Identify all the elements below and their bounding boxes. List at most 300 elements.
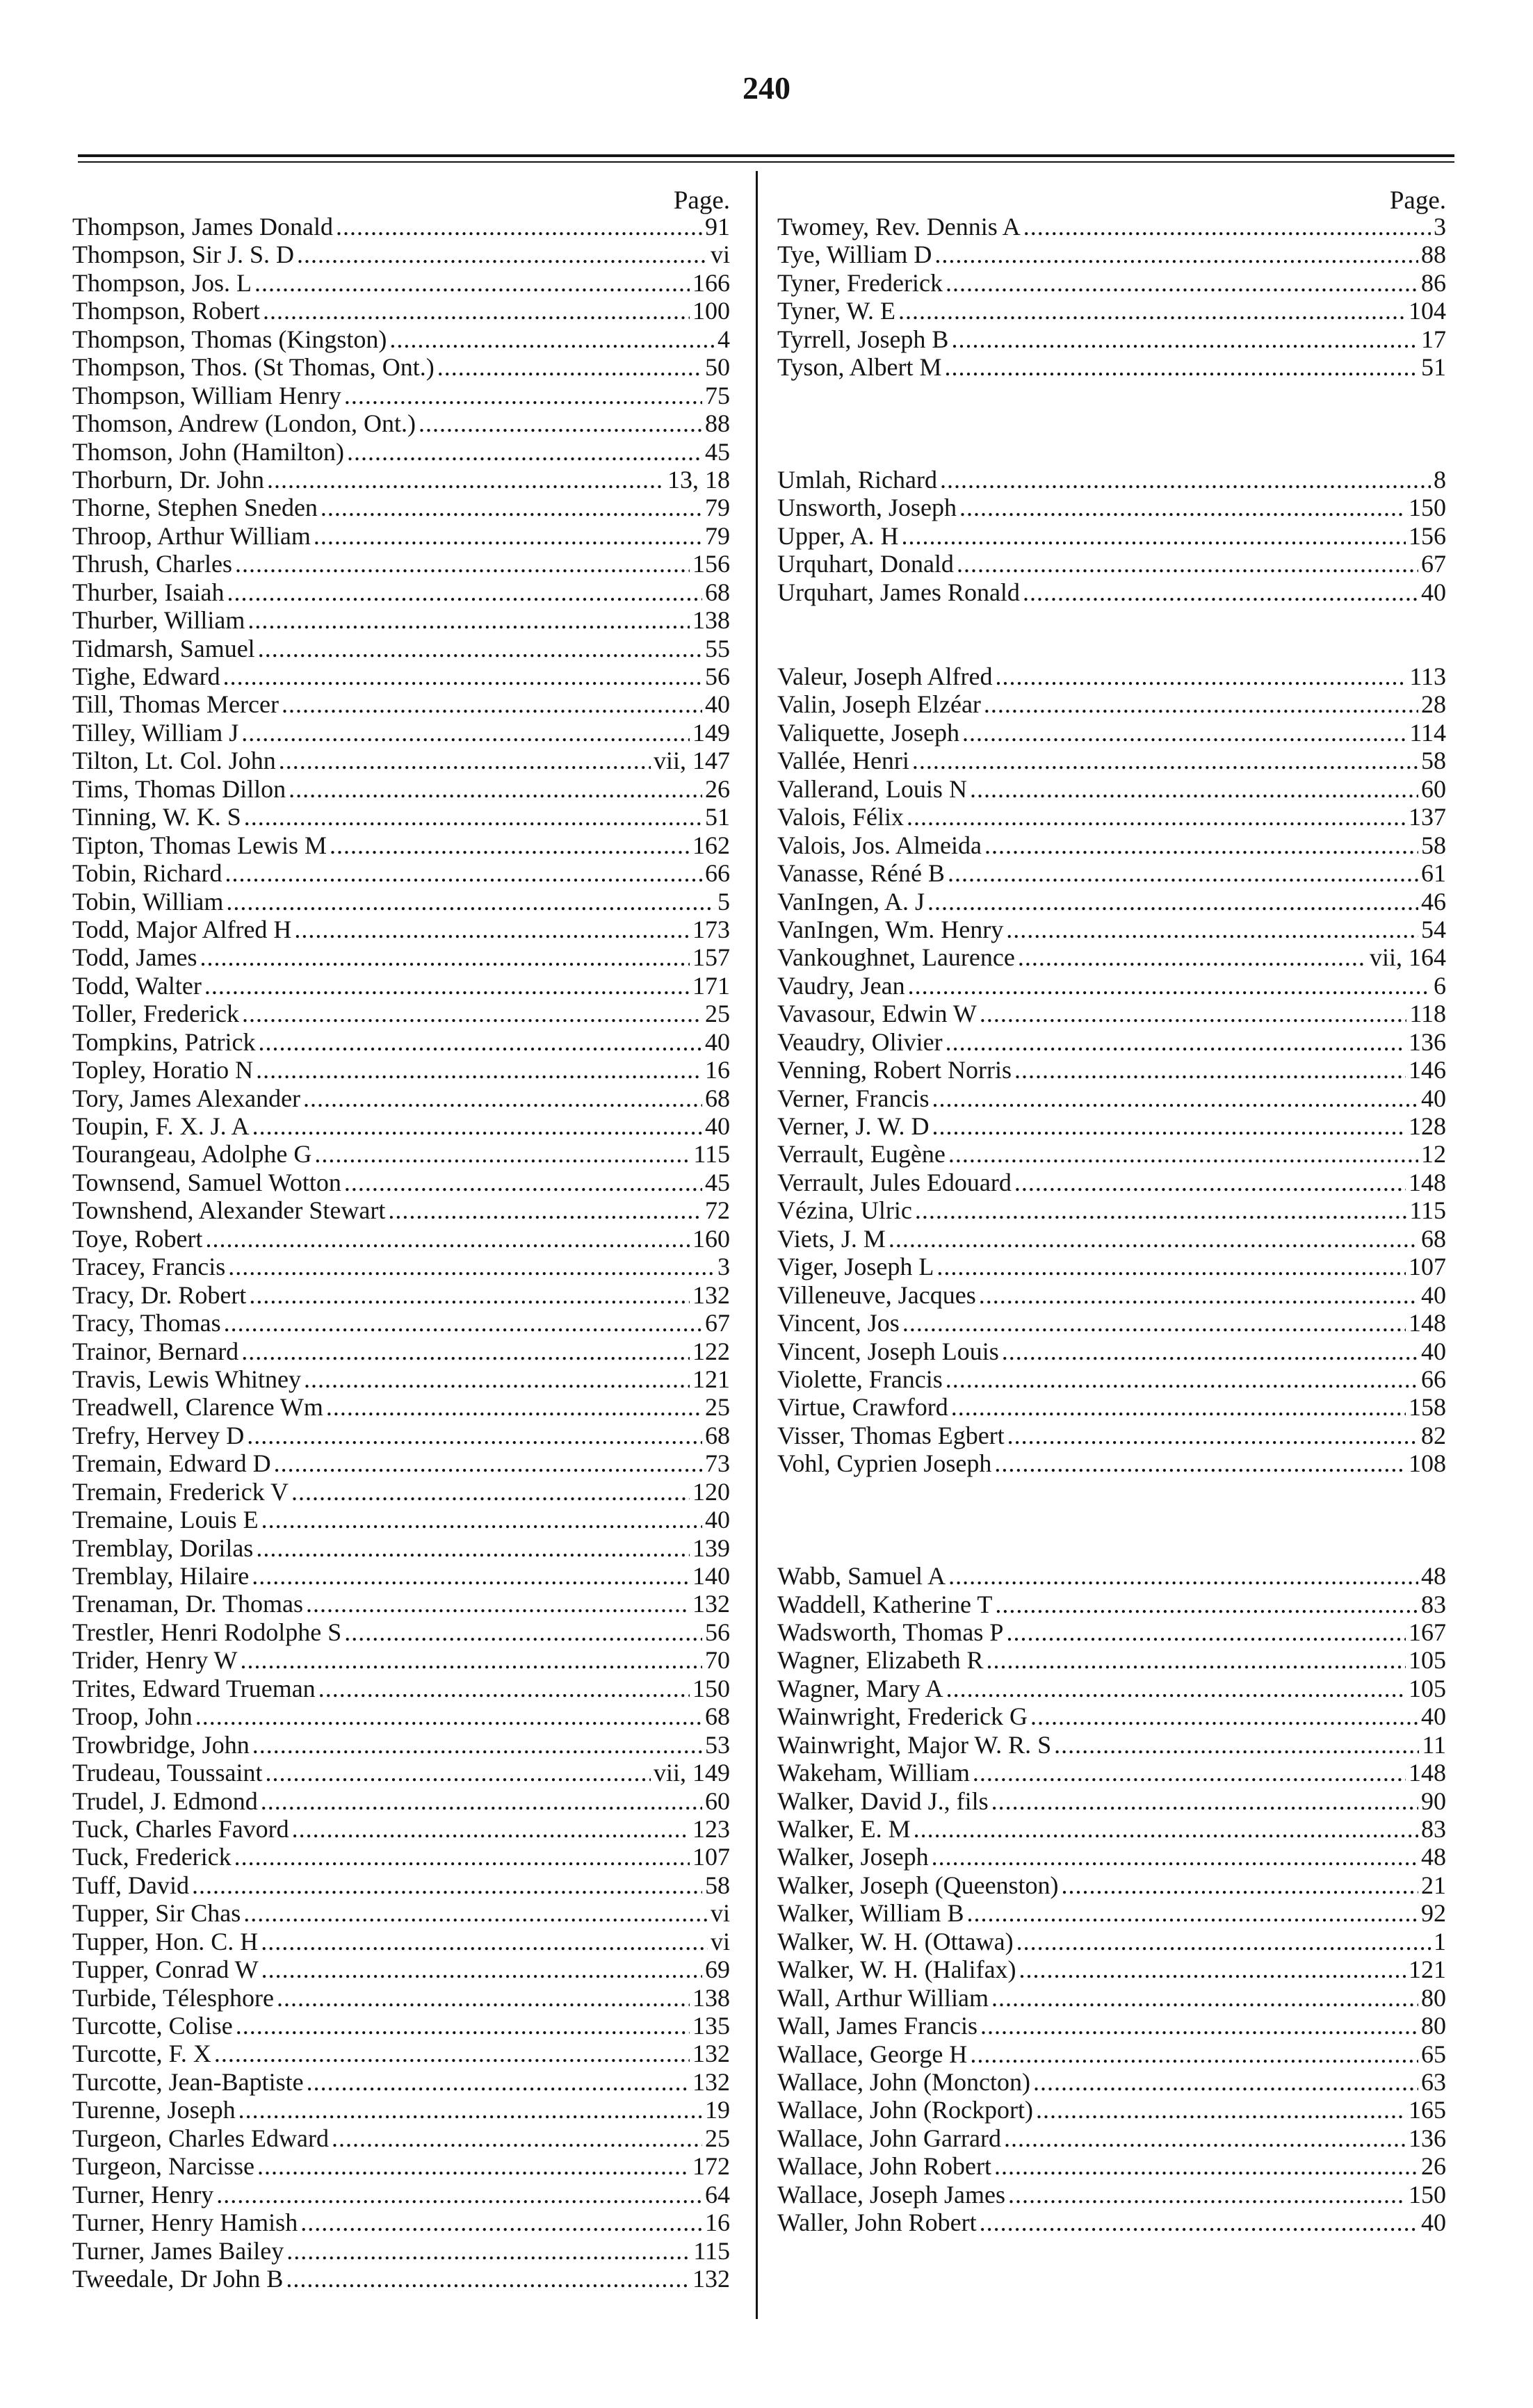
- entry-page: 80: [1421, 2012, 1446, 2040]
- index-entry: [777, 1084, 1446, 1112]
- dot-leader: [235, 550, 690, 578]
- dot-leader: [1023, 213, 1431, 241]
- entry-page: 118: [1409, 1000, 1446, 1028]
- entry-page: 26: [1421, 2152, 1446, 2181]
- index-entry: [777, 353, 1446, 381]
- entry-page: 69: [705, 1955, 730, 1984]
- dot-leader: [330, 831, 690, 859]
- entry-name: Waller, John Robert: [777, 2208, 977, 2237]
- entry-name: Virtue, Crawford: [777, 1393, 948, 1422]
- entry-page: 107: [692, 1843, 730, 1871]
- index-entry: [72, 1702, 730, 1730]
- entry-name: Tracey, Francis: [72, 1253, 226, 1281]
- entry-page: 114: [1409, 718, 1446, 747]
- entry-page: 136: [1409, 1027, 1446, 1056]
- entry-page: 88: [705, 409, 730, 438]
- entry-page: vii, 147: [653, 747, 730, 775]
- entry-name: Tuff, David: [72, 1871, 190, 1899]
- entry-page: 75: [705, 381, 730, 409]
- entry-name: Vallée, Henri: [777, 747, 909, 775]
- entry-page: 26: [705, 774, 730, 803]
- entry-name: Walker, Joseph: [777, 1843, 929, 1871]
- entry-name: Till, Thomas Mercer: [72, 690, 279, 719]
- entry-name: Wainwright, Major W. R. S: [777, 1730, 1052, 1759]
- dot-leader: [261, 1787, 702, 1815]
- index-entry: [72, 269, 730, 297]
- entry-page: 137: [1409, 803, 1446, 831]
- index-entry: [72, 1478, 730, 1506]
- index-entry: [72, 859, 730, 887]
- index-entries-right: [777, 213, 1446, 2237]
- entry-name: Tweedale, Dr John B: [72, 2264, 284, 2293]
- dot-leader: [1023, 578, 1418, 606]
- entry-page: 28: [1421, 690, 1446, 719]
- index-entry: [777, 1196, 1446, 1224]
- dot-leader: [946, 1365, 1418, 1393]
- entry-name: Tracy, Dr. Robert: [72, 1280, 247, 1309]
- entry-page: 132: [692, 1590, 730, 1618]
- dot-leader: [915, 1196, 1406, 1224]
- entry-name: Wallace, John Robert: [777, 2152, 992, 2181]
- entry-page: 83: [1421, 1590, 1446, 1618]
- entry-name: Wallace, Joseph James: [777, 2180, 1005, 2208]
- entry-name: Tobin, William: [72, 887, 224, 916]
- index-entry: [72, 438, 730, 466]
- entry-page: vi: [710, 1899, 730, 1928]
- entry-name: Verner, J. W. D: [777, 1112, 930, 1141]
- entry-page: 16: [705, 2208, 730, 2237]
- entry-page: 171: [692, 971, 730, 1000]
- dot-leader: [297, 241, 708, 268]
- dot-leader: [266, 1759, 651, 1787]
- index-entry: [72, 1759, 730, 1787]
- dot-leader: [277, 1984, 690, 2012]
- entry-page: 92: [1421, 1899, 1446, 1928]
- dot-leader: [1006, 916, 1418, 943]
- entry-name: Wadsworth, Thomas P: [777, 1618, 1004, 1646]
- entry-name: Thurber, Isaiah: [72, 578, 225, 606]
- dot-leader: [944, 353, 1418, 381]
- dot-leader: [948, 1562, 1418, 1590]
- entry-page: 146: [1409, 1056, 1446, 1084]
- dot-leader: [294, 916, 690, 943]
- index-entry: [72, 1843, 730, 1871]
- index-entry: [72, 1562, 730, 1590]
- entry-name: Tye, William D: [777, 241, 932, 269]
- index-entry: [72, 1899, 730, 1927]
- index-entry: [777, 943, 1446, 971]
- entry-page: vi: [710, 241, 730, 269]
- entry-name: Todd, James: [72, 943, 197, 972]
- dot-leader: [286, 2265, 690, 2293]
- index-entry: [72, 522, 730, 550]
- entry-name: Thomson, Andrew (London, Ont.): [72, 409, 416, 438]
- dot-leader: [238, 2096, 702, 2124]
- index-entry: [72, 1928, 730, 1955]
- index-entry: [72, 1984, 730, 2012]
- entry-page: 132: [692, 2040, 730, 2068]
- entry-name: Wallace, John Garrard: [777, 2124, 1001, 2152]
- dot-leader: [347, 438, 702, 466]
- index-entries-left: [72, 213, 730, 2293]
- index-entry: [777, 916, 1446, 943]
- index-entry: [72, 2012, 730, 2040]
- index-entry: [777, 2040, 1446, 2068]
- entry-page: 60: [1421, 774, 1446, 803]
- index-entry: [777, 1871, 1446, 1899]
- entry-page: 132: [692, 2264, 730, 2293]
- dot-leader: [980, 2012, 1418, 2040]
- entry-name: Unsworth, Joseph: [777, 494, 957, 522]
- entry-page: 100: [692, 297, 730, 325]
- index-entry: [777, 2096, 1446, 2124]
- index-entry: [777, 803, 1446, 831]
- entry-page: 82: [1421, 1421, 1446, 1449]
- index-entry: [777, 775, 1446, 803]
- entry-name: Wallace, John (Moncton): [777, 2067, 1030, 2096]
- index-entry: [72, 1140, 730, 1168]
- entry-page: 61: [1421, 859, 1446, 888]
- entry-name: Vallerand, Louis N: [777, 774, 967, 803]
- dot-leader: [1006, 1618, 1406, 1646]
- dot-leader: [200, 943, 690, 971]
- entry-page: 91: [705, 213, 730, 241]
- index-entry: [72, 1084, 730, 1112]
- entry-page: 68: [705, 578, 730, 606]
- entry-name: Thomson, John (Hamilton): [72, 437, 344, 466]
- entry-page: 25: [705, 2124, 730, 2152]
- section-gap: [777, 382, 1446, 466]
- entry-page: 40: [705, 1027, 730, 1056]
- entry-name: Tyner, W. E: [777, 297, 896, 325]
- entry-name: Vohl, Cyprien Joseph: [777, 1449, 992, 1478]
- entry-page: 136: [1409, 2124, 1446, 2152]
- entry-page: 166: [692, 268, 730, 297]
- entry-name: Thorne, Stephen Sneden: [72, 494, 318, 522]
- index-entry: [72, 1393, 730, 1421]
- entry-name: Turgeon, Charles Edward: [72, 2124, 329, 2152]
- index-entry: [777, 690, 1446, 718]
- index-entry: [72, 943, 730, 971]
- dot-leader: [248, 606, 690, 634]
- entry-page: 167: [1409, 1618, 1446, 1646]
- entry-page: 40: [705, 1112, 730, 1140]
- entry-page: 122: [692, 1337, 730, 1365]
- index-entry: [777, 1955, 1446, 1983]
- entry-page: 115: [693, 2236, 730, 2265]
- dot-leader: [902, 522, 1406, 550]
- entry-name: Tupper, Conrad W: [72, 1955, 259, 1984]
- entry-page: 148: [1409, 1759, 1446, 1787]
- index-entry: [72, 213, 730, 241]
- dot-leader: [948, 1140, 1418, 1168]
- entry-page: 157: [692, 943, 730, 972]
- dot-leader: [300, 2208, 702, 2236]
- entry-name: Topley, Horatio N: [72, 1056, 254, 1084]
- entry-page: 5: [717, 887, 730, 916]
- entry-name: Troop, John: [72, 1702, 193, 1731]
- index-entry: [72, 888, 730, 916]
- index-entry: [777, 1225, 1446, 1253]
- index-entry: [777, 325, 1446, 353]
- entry-name: Viger, Joseph L: [777, 1253, 934, 1281]
- dot-leader: [336, 213, 702, 241]
- entry-page: vi: [710, 1927, 730, 1955]
- index-entry: [72, 2068, 730, 2096]
- page-number: 240: [743, 70, 790, 106]
- entry-page: 68: [705, 1421, 730, 1449]
- dot-leader: [234, 1843, 690, 1871]
- entry-name: Villeneuve, Jacques: [777, 1280, 976, 1309]
- dot-leader: [1016, 1928, 1431, 1955]
- dot-leader: [261, 1506, 702, 1534]
- index-entry: [777, 1365, 1446, 1393]
- entry-name: Thrush, Charles: [72, 550, 232, 578]
- entry-name: Thompson, Thos. (St Thomas, Ont.): [72, 353, 435, 382]
- index-entry: [72, 1365, 730, 1393]
- entry-page: 121: [1409, 1955, 1446, 1984]
- entry-page: vii, 149: [653, 1759, 730, 1787]
- index-entry: [72, 803, 730, 831]
- entry-name: Turner, James Bailey: [72, 2236, 284, 2265]
- entry-name: Visser, Thomas Egbert: [777, 1421, 1005, 1449]
- entry-page: 40: [1421, 1280, 1446, 1309]
- dot-leader: [344, 1618, 702, 1646]
- index-entry: [777, 1843, 1446, 1871]
- index-entry: [777, 578, 1446, 606]
- dot-leader: [225, 859, 702, 887]
- entry-name: Wainwright, Frederick G: [777, 1702, 1028, 1731]
- entry-name: Trestler, Henri Rodolphe S: [72, 1618, 342, 1646]
- index-entry: [72, 719, 730, 747]
- entry-name: Turenne, Joseph: [72, 2096, 236, 2124]
- index-entry: [72, 1253, 730, 1280]
- index-entry: [777, 1337, 1446, 1365]
- dot-leader: [1033, 2068, 1418, 2096]
- entry-page: 40: [1421, 2208, 1446, 2237]
- entry-name: VanIngen, Wm. Henry: [777, 915, 1004, 943]
- dot-leader: [927, 888, 1418, 916]
- index-entry: [72, 1787, 730, 1815]
- index-entry: [777, 2152, 1446, 2180]
- index-entry: [72, 578, 730, 606]
- entry-name: Urquhart, James Ronald: [777, 578, 1020, 606]
- dot-leader: [261, 1928, 708, 1955]
- index-entry: [72, 775, 730, 803]
- page-column-header: Page.: [1389, 186, 1446, 215]
- index-entry: [72, 1506, 730, 1534]
- entry-page: 58: [1421, 831, 1446, 859]
- dot-leader: [205, 1225, 690, 1253]
- dot-leader: [959, 494, 1406, 521]
- entry-page: 40: [705, 1506, 730, 1534]
- entry-name: Turgeon, Narcisse: [72, 2152, 254, 2181]
- index-entry: [777, 1787, 1446, 1815]
- entry-page: 121: [692, 1365, 730, 1393]
- entry-name: Vincent, Joseph Louis: [777, 1337, 999, 1365]
- entry-page: 8: [1434, 465, 1446, 494]
- entry-page: 149: [692, 718, 730, 747]
- dot-leader: [991, 1984, 1418, 2012]
- index-entry: [777, 1028, 1446, 1056]
- dot-leader: [241, 1337, 690, 1365]
- dot-leader: [912, 747, 1418, 774]
- index-entry: [777, 662, 1446, 690]
- entry-page: 6: [1434, 971, 1446, 1000]
- entry-name: Valois, Félix: [777, 803, 905, 831]
- dot-leader: [940, 466, 1431, 494]
- entry-page: 132: [692, 2067, 730, 2096]
- dot-leader: [252, 1731, 702, 1759]
- entry-page: 3: [1434, 213, 1446, 241]
- dot-leader: [242, 1000, 702, 1027]
- index-entry: [72, 409, 730, 437]
- entry-page: 156: [692, 550, 730, 578]
- entry-page: 165: [1409, 2096, 1446, 2124]
- entry-page: 58: [705, 1871, 730, 1899]
- entry-page: 60: [705, 1787, 730, 1815]
- index-entry: [777, 1702, 1446, 1730]
- index-entry: [777, 888, 1446, 916]
- header-rule-thin: [78, 161, 1454, 163]
- entry-page: 48: [1421, 1843, 1446, 1871]
- entry-name: Tupper, Sir Chas: [72, 1899, 241, 1928]
- index-entry: [72, 1112, 730, 1140]
- entry-name: Valiquette, Joseph: [777, 718, 959, 747]
- entry-name: Tuck, Frederick: [72, 1843, 232, 1871]
- index-entry: [777, 1422, 1446, 1449]
- index-entry: [72, 297, 730, 325]
- entry-page: 70: [705, 1646, 730, 1675]
- dot-leader: [967, 1899, 1419, 1927]
- entry-page: 54: [1421, 915, 1446, 943]
- dot-leader: [1054, 1731, 1419, 1759]
- entry-name: Tremblay, Hilaire: [72, 1562, 250, 1590]
- dot-leader: [1019, 1955, 1406, 1983]
- dot-leader: [241, 719, 690, 747]
- index-entry: [72, 1169, 730, 1196]
- dot-leader: [914, 1815, 1418, 1843]
- dot-leader: [1030, 1702, 1418, 1730]
- entry-page: 86: [1421, 268, 1446, 297]
- dot-leader: [314, 1140, 690, 1168]
- entry-name: Thompson, Jos. L: [72, 268, 252, 297]
- dot-leader: [227, 578, 702, 606]
- index-entry: [777, 213, 1446, 241]
- dot-leader: [226, 888, 715, 916]
- entry-name: Umlah, Richard: [777, 465, 937, 494]
- entry-page: 40: [705, 690, 730, 719]
- entry-name: Toye, Robert: [72, 1224, 203, 1253]
- dot-leader: [995, 662, 1406, 690]
- entry-name: Wagner, Elizabeth R: [777, 1646, 984, 1675]
- page-column-header: Page.: [673, 186, 730, 215]
- entry-page: 88: [1421, 241, 1446, 269]
- index-entry: [72, 2208, 730, 2236]
- entry-name: Vankoughnet, Laurence: [777, 943, 1015, 972]
- entry-name: Upper, A. H: [777, 521, 899, 550]
- index-entry: [72, 1000, 730, 1027]
- index-entry: [777, 269, 1446, 297]
- index-entry: [72, 1056, 730, 1084]
- column-divider: [756, 171, 758, 2319]
- index-entry: [777, 297, 1446, 325]
- entry-name: Toupin, F. X. J. A: [72, 1112, 250, 1140]
- dot-leader: [889, 1225, 1418, 1253]
- entry-page: 90: [1421, 1787, 1446, 1815]
- entry-name: Tilton, Lt. Col. John: [72, 747, 276, 775]
- index-entry: [72, 635, 730, 662]
- entry-page: 135: [692, 2012, 730, 2040]
- dot-leader: [946, 1675, 1406, 1702]
- index-entry: [72, 1731, 730, 1759]
- entry-page: 173: [692, 915, 730, 943]
- entry-page: 19: [705, 2096, 730, 2124]
- dot-leader: [987, 1646, 1406, 1674]
- entry-name: Walker, David J., fils: [777, 1787, 989, 1815]
- entry-page: 40: [1421, 1337, 1446, 1365]
- entry-name: Trites, Edward Trueman: [72, 1674, 316, 1702]
- entry-name: Trudel, J. Edmond: [72, 1787, 258, 1815]
- index-entry: [777, 1731, 1446, 1759]
- entry-page: 12: [1421, 1140, 1446, 1169]
- dot-leader: [1036, 2096, 1406, 2124]
- dot-leader: [1004, 2124, 1406, 2152]
- dot-leader: [979, 1281, 1418, 1309]
- entry-page: 53: [705, 1730, 730, 1759]
- entry-page: 156: [1409, 521, 1446, 550]
- index-entry: [777, 1928, 1446, 1955]
- entry-page: 25: [705, 1393, 730, 1422]
- dot-leader: [344, 382, 702, 409]
- dot-leader: [936, 1253, 1406, 1280]
- entry-page: 66: [1421, 1365, 1446, 1393]
- index-entry: [777, 494, 1446, 521]
- entry-page: 51: [1421, 353, 1446, 382]
- entry-page: 40: [1421, 578, 1446, 606]
- dot-leader: [257, 2152, 690, 2180]
- index-entry: [777, 1140, 1446, 1168]
- entry-name: Treadwell, Clarence Wm: [72, 1393, 323, 1422]
- entry-page: 162: [692, 831, 730, 859]
- dot-leader: [902, 1309, 1406, 1337]
- entry-page: 80: [1421, 1983, 1446, 2012]
- dot-leader: [932, 1112, 1406, 1140]
- entry-name: Trider, Henry W: [72, 1646, 238, 1675]
- entry-page: 1: [1434, 1927, 1446, 1955]
- dot-leader: [980, 2208, 1418, 2236]
- index-entry: [777, 1646, 1446, 1674]
- index-entry: [72, 2124, 730, 2152]
- entry-name: Waddell, Katherine T: [777, 1590, 993, 1618]
- entry-name: Walker, E. M: [777, 1815, 911, 1844]
- dot-leader: [957, 550, 1418, 578]
- dot-leader: [1014, 1169, 1406, 1196]
- index-entry: [777, 1899, 1446, 1927]
- index-entry: [777, 831, 1446, 859]
- dot-leader: [291, 1478, 690, 1506]
- index-entry: [72, 747, 730, 774]
- dot-leader: [951, 325, 1418, 353]
- index-entry: [777, 1393, 1446, 1421]
- entry-name: Walker, William B: [777, 1899, 964, 1928]
- index-entry: [72, 2040, 730, 2067]
- entry-name: Thompson, Robert: [72, 297, 260, 325]
- index-entry: [72, 1815, 730, 1843]
- dot-leader: [216, 2181, 702, 2208]
- dot-leader: [223, 662, 702, 690]
- entry-page: 160: [692, 1224, 730, 1253]
